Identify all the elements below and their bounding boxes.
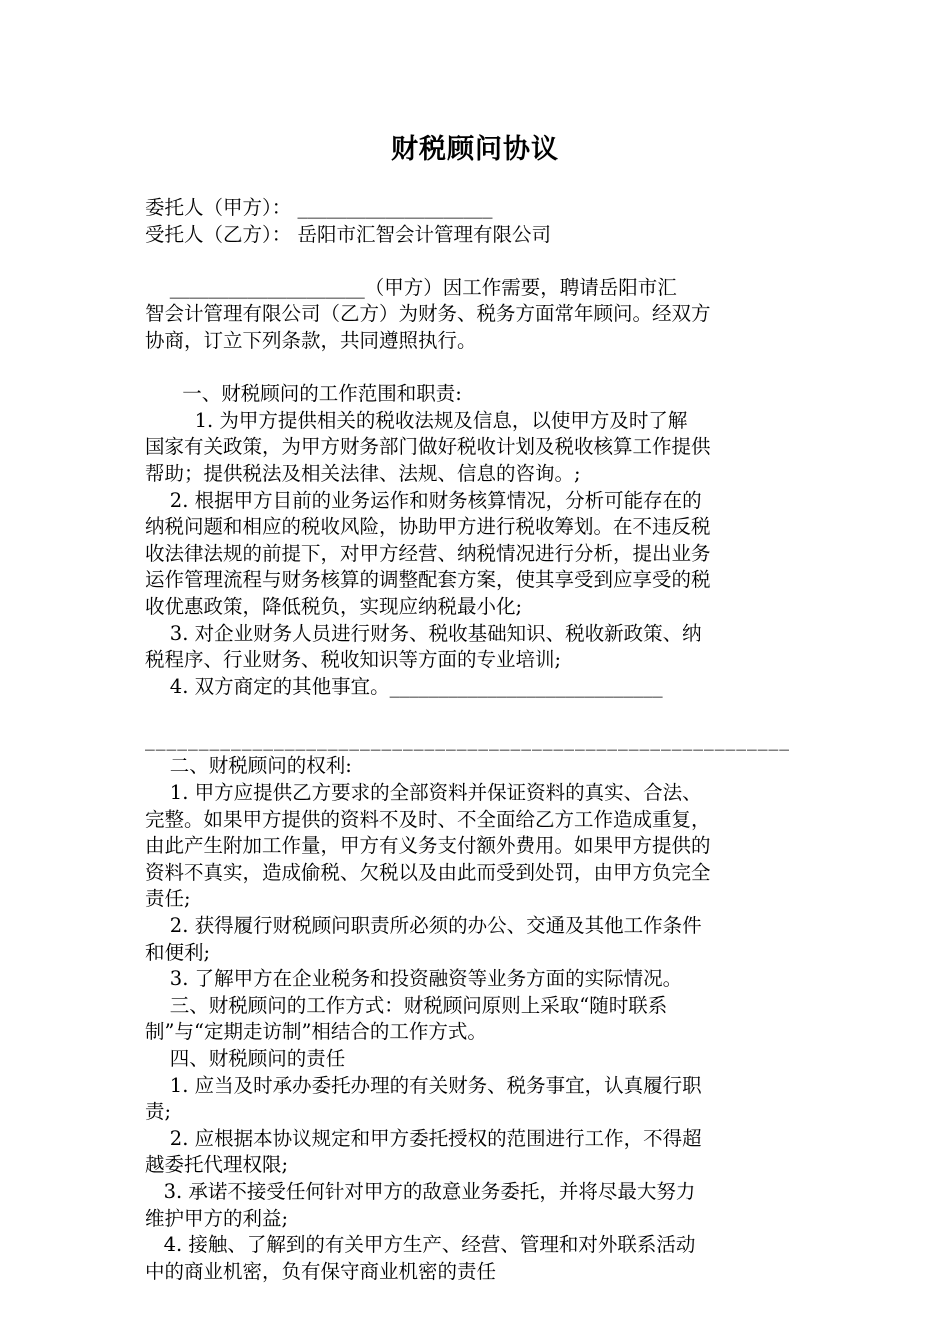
blank-gap (145, 248, 810, 275)
section4-line: 中的商业机密，负有保守商业机密的责任 (145, 1259, 497, 1283)
section1-line: 收法律法规的前提下，对甲方经营、纳税情况进行分析，提出业务 (145, 541, 711, 565)
section4-line: 维护甲方的利益; (145, 1206, 289, 1230)
section2-line: 责任; (145, 887, 191, 911)
intro-line: ____________________（甲方）因工作需要，聘请岳阳市汇 (145, 275, 677, 299)
document-body (145, 195, 810, 1285)
section1-line: 纳税问题和相应的税收风险，协助甲方进行税收筹划。在不违反税 (145, 515, 711, 539)
blank-gap (145, 700, 810, 727)
section4-line: 1. 应当及时承办委托办理的有关财务、税务事宜，认真履行职 (145, 1073, 702, 1097)
client-line: 委托人（甲方）： ____________________ (145, 196, 493, 219)
section4-line: 责; (145, 1100, 172, 1124)
section2-line: 和便利; (145, 940, 211, 964)
section1-line: 国家有关政策，为甲方财务部门做好税收计划及税收核算工作提供 (145, 435, 711, 459)
section1-line: 4. 双方商定的其他事宜。____________________________ (145, 674, 663, 698)
section4-line: 2. 应根据本协议规定和甲方委托授权的范围进行工作，不得超 (145, 1126, 702, 1150)
document-title: 财税顾问协议 (391, 134, 559, 165)
section3-line: 制”与“定期走访制”相结合的工作方式。 (145, 1020, 487, 1044)
section1-line: 帮助；提供税法及相关法律、法规、信息的咨询。; (145, 461, 581, 485)
section1-line: 2. 根据甲方目前的业务运作和财务核算情况，分析可能存在的 (145, 488, 702, 512)
section2-line: 1. 甲方应提供乙方要求的全部资料并保证资料的真实、合法、 (145, 781, 702, 805)
section1-heading: 一、财税顾问的工作范围和职责: (145, 382, 462, 406)
section2-line: 2. 获得履行财税顾问职责所必须的办公、交通及其他工作条件 (145, 914, 702, 938)
section4-line: 越委托代理权限; (145, 1153, 289, 1177)
intro-line: 协商，订立下列条款，共同遵照执行。 (145, 328, 477, 352)
section1-line: 3. 对企业财务人员进行财务、税收基础知识、税收新政策、纳 (145, 621, 702, 645)
section2-heading: 二、财税顾问的权利: (145, 754, 352, 778)
section3-line: 三、财税顾问的工作方式：财税顾问原则上采取“随时联系 (145, 993, 668, 1017)
section4-line: 4. 接触、了解到的有关甲方生产、经营、管理和对外联系活动 (145, 1233, 696, 1257)
agent-line: 受托人（乙方）： 岳阳市汇智会计管理有限公司 (145, 222, 551, 246)
section1-line: 1. 为甲方提供相关的税收法规及信息，以使甲方及时了解 (145, 408, 688, 432)
blank-gap (145, 355, 810, 382)
section1-line: 收优惠政策，降低税负，实现应纳税最小化; (145, 594, 523, 618)
section1-line: 运作管理流程与财务核算的调整配套方案，使其享受到应享受的税 (145, 568, 711, 592)
section4-heading: 四、财税顾问的责任 (145, 1047, 346, 1070)
section2-line: 3. 了解甲方在企业税务和投资融资等业务方面的实际情况。 (145, 967, 683, 991)
section2-line: 完整。如果甲方提供的资料不及时、不全面给乙方工作造成重复， (145, 807, 711, 831)
section2-line: 由此产生附加工作量，甲方有义务支付额外费用。如果甲方提供的 (145, 834, 711, 858)
intro-line: 智会计管理有限公司（乙方）为财务、税务方面常年顾问。经双方 (145, 302, 711, 326)
section1-line: 税程序、行业财务、税收知识等方面的专业培训; (145, 648, 562, 672)
section2-line: 资料不真实，造成偷税、欠税以及由此而受到处罚，由甲方负完全 (145, 860, 711, 884)
section1-blank-line: ____________________________________________________________ (145, 727, 790, 751)
section4-line: 3. 承诺不接受任何针对甲方的敌意业务委托，并将尽最大努力 (145, 1179, 696, 1203)
